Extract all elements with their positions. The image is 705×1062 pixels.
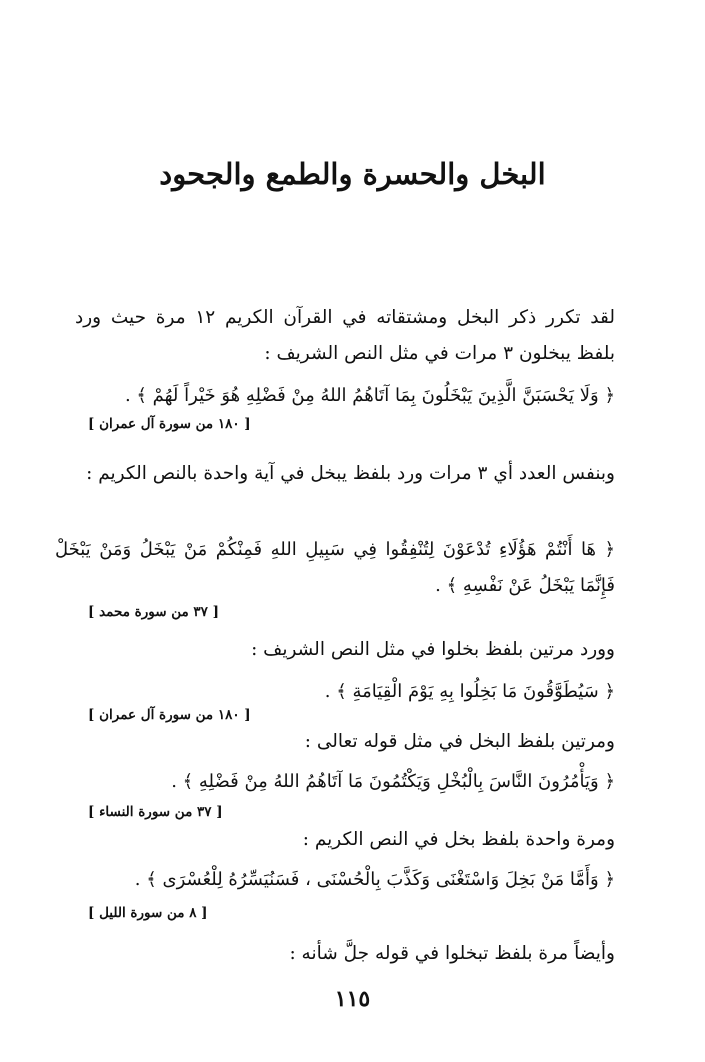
paragraph-yabkhal: وبنفس العدد أي ٣ مرات ورد بلفظ يبخل في آية واحدة بالنص الكريم : bbox=[86, 463, 615, 484]
quran-verse-4: ﴿ وَيَأْمُرُونَ النَّاسَ بِالْبُخْلِ وَيَكْتُمُونَ مَا آتَاهُمُ اللهُ مِنْ فَضْلِهِ ﴾ . bbox=[171, 771, 615, 792]
paragraph-bakhilu: وورد مرتين بلفظ بخلوا في مثل النص الشريف : bbox=[251, 639, 615, 660]
paragraph-albukhl: ومرتين بلفظ البخل في مثل قوله تعالى : bbox=[304, 731, 615, 752]
verse-reference-4: [ ٣٧ من سورة النساء ] bbox=[88, 804, 223, 820]
quran-verse-5: ﴿ وَأَمَّا مَنْ بَخِلَ وَاسْتَغْنَى وَكَذَّبَ بِالْحُسْنَى ، فَسَنُيَسِّرُهُ لِلْعُسْرَى ﴾ . bbox=[134, 869, 615, 890]
verse-reference-3: [ ١٨٠ من سورة آل عمران ] bbox=[88, 707, 251, 723]
quran-verse-3: ﴿ سَيُطَوَّقُونَ مَا بَخِلُوا بِهِ يَوْمَ الْقِيَامَةِ ﴾ . bbox=[324, 681, 615, 702]
chapter-title: البخل والحسرة والطمع والجحود bbox=[159, 157, 546, 191]
verse-reference-5: [ ٨ من سورة الليل ] bbox=[88, 905, 208, 921]
quran-verse-1: ﴿ وَلَا يَحْسَبَنَّ الَّذِينَ يَبْخَلُونَ بِمَا آتَاهُمُ اللهُ مِنْ فَضْلِهِ هُوَ خَيْراً لَهُمْ ﴾ . bbox=[124, 385, 615, 406]
verse-reference-2: [ ٣٧ من سورة محمد ] bbox=[88, 604, 220, 620]
verse-reference-1: [ ١٨٠ من سورة آل عمران ] bbox=[88, 416, 251, 432]
page-number: ١١٥ bbox=[334, 986, 371, 1012]
quran-verse-2: ﴿ هَا أَنْتُمْ هَؤُلَاءِ تُدْعَوْنَ لِتُنْفِقُوا فِي سَبِيلِ اللهِ فَمِنْكُمْ مَنْ يَبْخَلُ وَمَنْ يَبْخَلْ فَإِنَّمَا يَبْخَلُ عَنْ نَفْسِهِ ﴾ . bbox=[55, 539, 615, 596]
paragraph-bakhil: ومرة واحدة بلفظ بخل في النص الكريم : bbox=[302, 829, 615, 850]
paragraph-tabkhalu: وأيضاً مرة بلفظ تبخلوا في قوله جلَّ شأنه : bbox=[289, 943, 615, 964]
paragraph-intro: لقد تكرر ذكر البخل ومشتقاته في القرآن الكريم ١٢ مرة حيث ورد بلفظ يبخلون ٣ مرات في مثل النص الشريف : bbox=[75, 307, 615, 364]
